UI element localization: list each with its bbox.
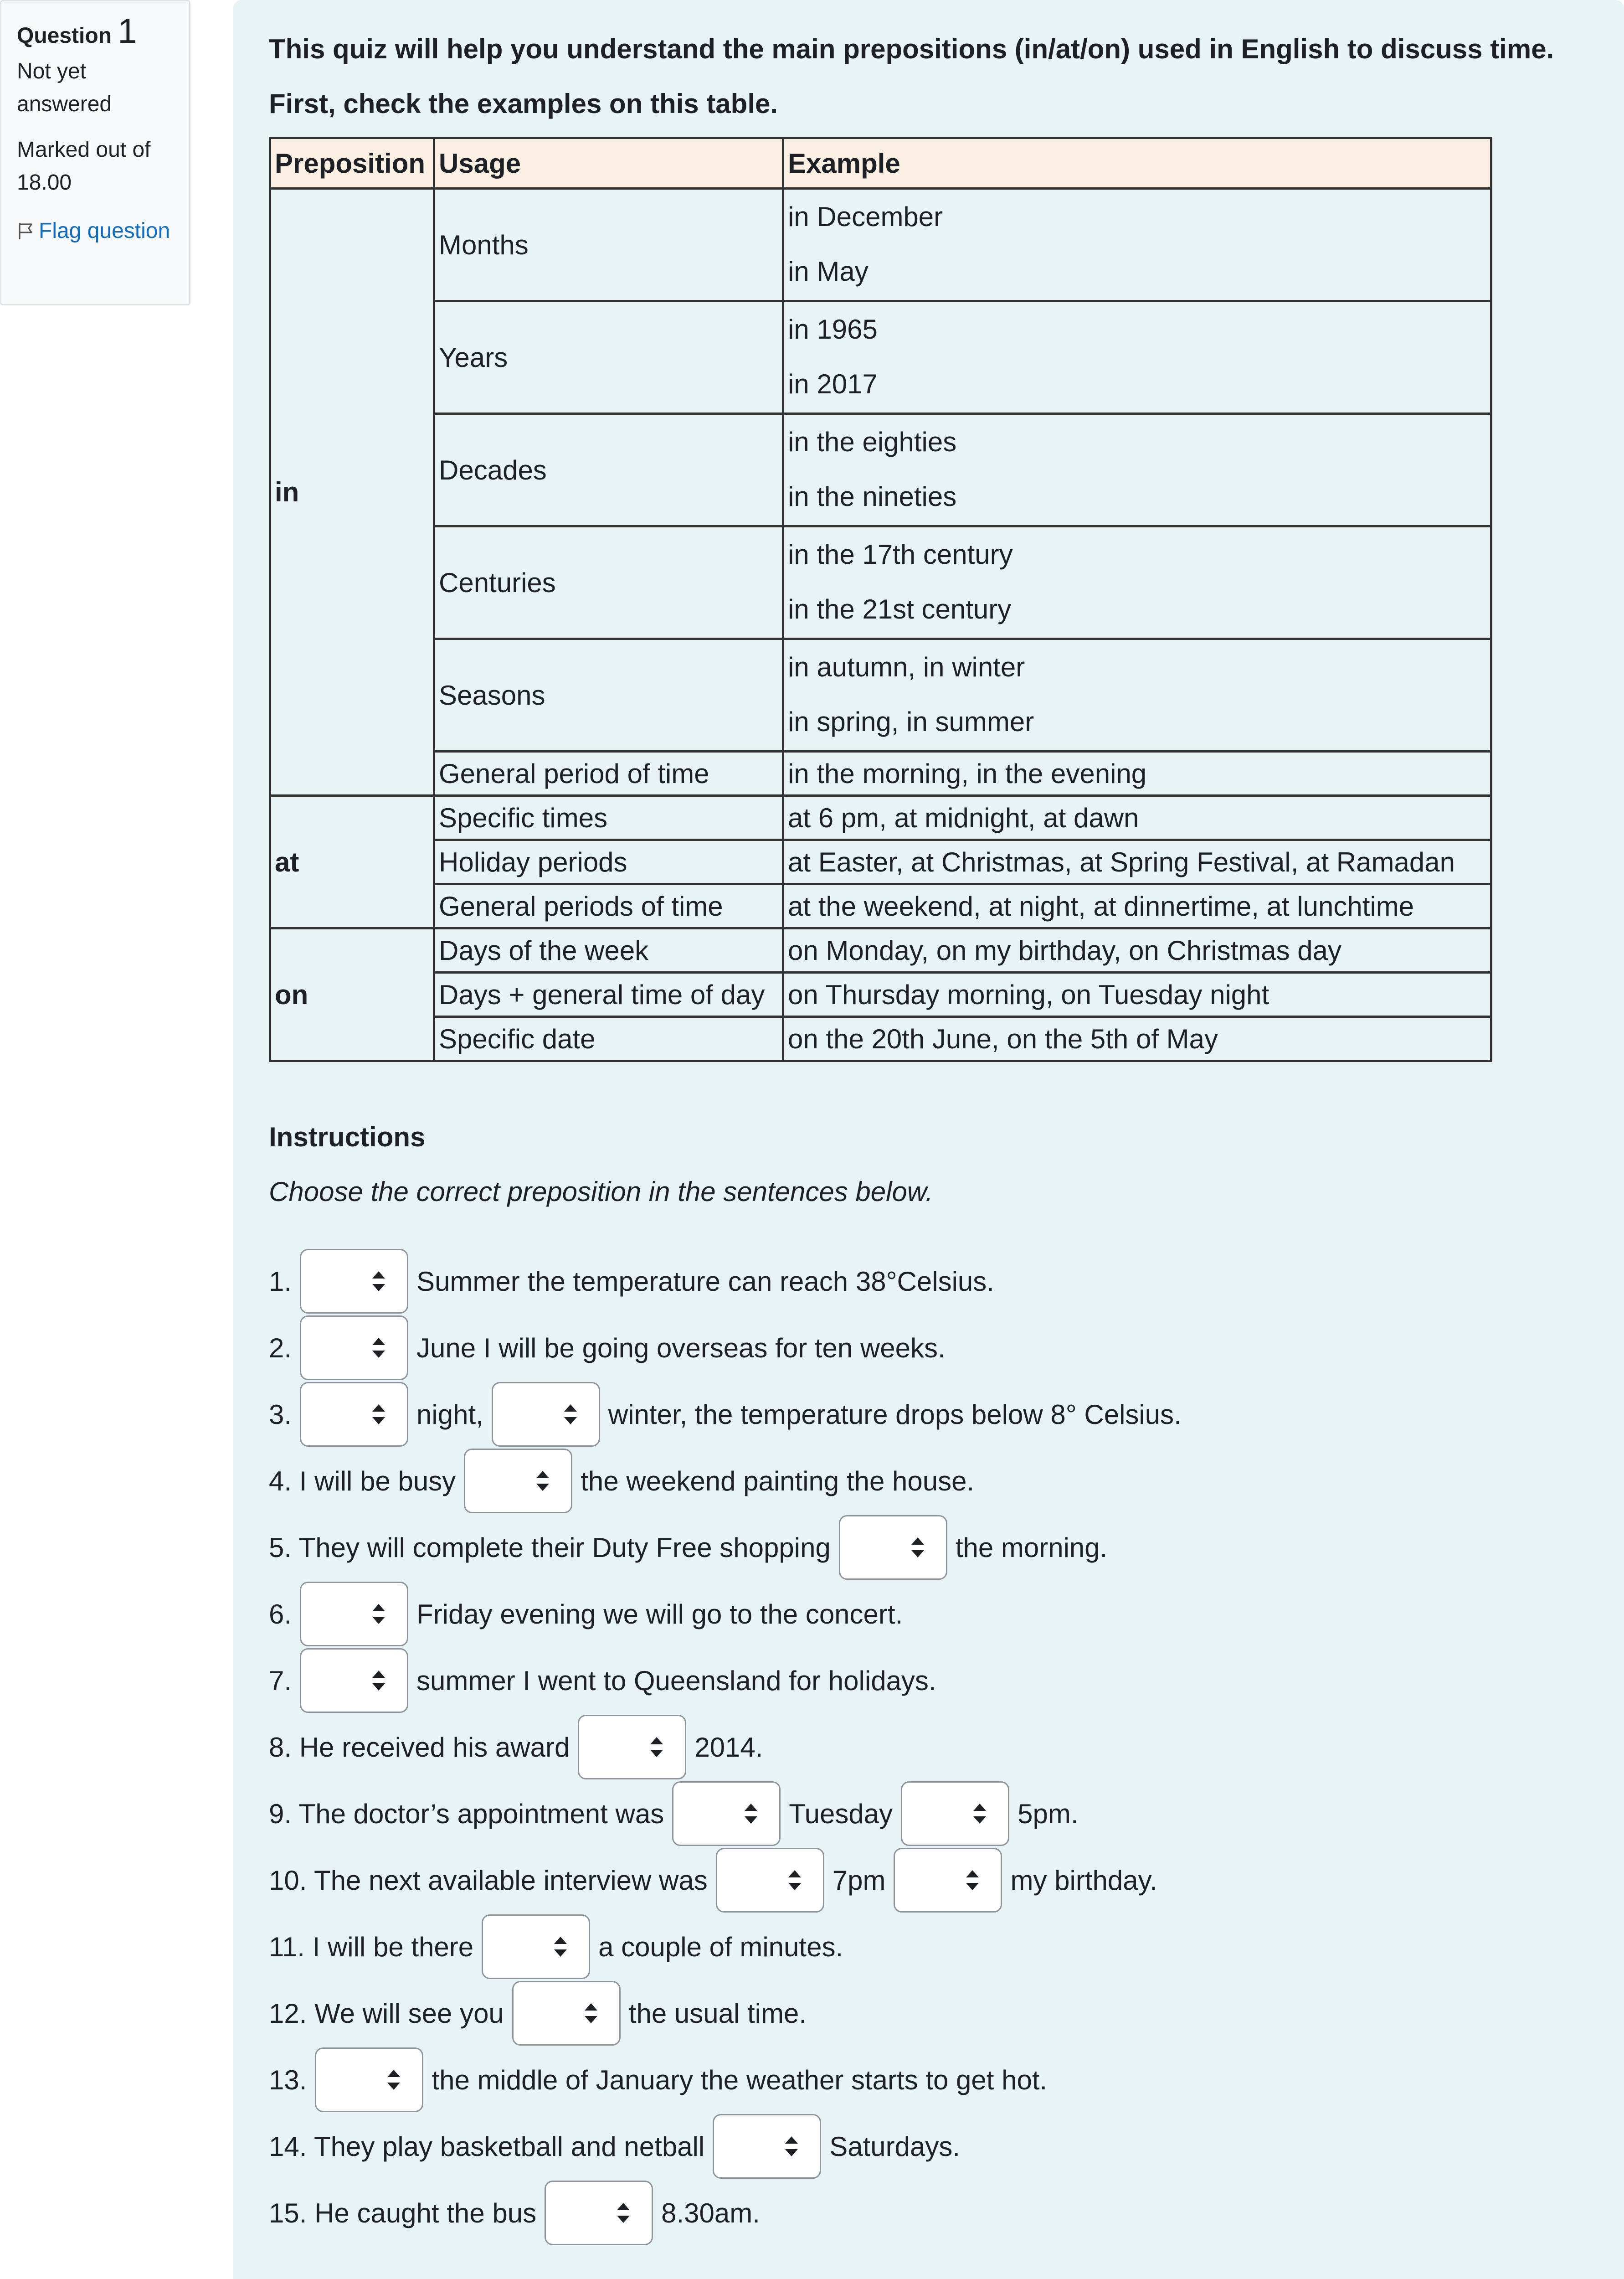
example-line: in spring, in summer xyxy=(788,706,1034,737)
preposition-select[interactable] xyxy=(300,1382,408,1447)
example-cell xyxy=(783,928,1491,973)
example-line: in autumn, in winter xyxy=(788,652,1025,682)
header-usage: Usage xyxy=(434,138,783,189)
example-line: at Easter, at Christmas, at Spring Festival, at Ramadan xyxy=(788,846,1455,877)
question-content xyxy=(233,0,1624,2279)
example-line: at 6 pm, at midnight, at dawn xyxy=(788,802,1139,833)
example-cell xyxy=(783,796,1491,840)
question-line xyxy=(269,1449,974,1513)
usage-cell: Years xyxy=(434,301,783,414)
question-line xyxy=(269,1914,843,1979)
table-header-row xyxy=(270,138,1491,189)
question-line xyxy=(269,1249,994,1314)
preposition-select[interactable] xyxy=(300,1582,408,1646)
question-text: 10. The next available interview was xyxy=(269,1865,708,1896)
question-text: 9. The doctor’s appointment was xyxy=(269,1798,664,1829)
instructions-section xyxy=(269,1117,1624,1212)
question-text: summer I went to Queensland for holidays. xyxy=(416,1665,936,1696)
preposition-select[interactable] xyxy=(713,2114,821,2179)
question-text: night, xyxy=(416,1399,483,1430)
question-text: the weekend painting the house. xyxy=(581,1465,975,1496)
question-text: 5pm. xyxy=(1018,1798,1079,1829)
example-line: in the 21st century xyxy=(788,594,1012,624)
example-line: in the morning, in the evening xyxy=(788,758,1147,789)
table-row xyxy=(270,301,1491,414)
table-row xyxy=(270,189,1491,301)
table-row xyxy=(270,796,1491,840)
question-text: a couple of minutes. xyxy=(598,1931,843,1962)
question-line xyxy=(269,2047,1047,2112)
question-line xyxy=(269,1981,807,2046)
question-line xyxy=(269,1781,1078,1846)
question-text: 5. They will complete their Duty Free shopping xyxy=(269,1532,831,1563)
question-text: 14. They play basketball and netball xyxy=(269,2131,705,2162)
question-line xyxy=(269,1515,1107,1580)
preposition-select[interactable] xyxy=(464,1449,572,1513)
example-line: in the eighties xyxy=(788,427,957,457)
header-preposition: Preposition xyxy=(270,138,434,189)
usage-cell: Holiday periods xyxy=(434,840,783,884)
preposition-select[interactable] xyxy=(894,1848,1002,1913)
example-cell xyxy=(783,840,1491,884)
preposition-select[interactable] xyxy=(716,1848,824,1913)
question-text: June I will be going overseas for ten weeks. xyxy=(416,1332,946,1363)
example-line: at the weekend, at night, at dinnertime, at lunchtime xyxy=(788,891,1414,922)
example-cell xyxy=(783,526,1491,639)
question-text: 7pm xyxy=(832,1865,886,1896)
table-row xyxy=(270,973,1491,1017)
table-row xyxy=(270,639,1491,752)
preposition-select[interactable] xyxy=(492,1382,600,1447)
usage-cell: Days + general time of day xyxy=(434,973,783,1017)
example-line: on Thursday morning, on Tuesday night xyxy=(788,979,1269,1010)
question-text: 2. xyxy=(269,1332,292,1363)
question-line xyxy=(269,1582,903,1646)
usage-cell: Decades xyxy=(434,414,783,526)
preposition-select[interactable] xyxy=(512,1981,621,2046)
question-text: the middle of January the weather starts to get hot. xyxy=(432,2064,1048,2095)
example-cell xyxy=(783,414,1491,526)
question-info-panel xyxy=(0,0,190,305)
example-cell xyxy=(783,752,1491,796)
example-line: on the 20th June, on the 5th of May xyxy=(788,1023,1218,1054)
preposition-select[interactable] xyxy=(578,1715,686,1779)
table-row xyxy=(270,840,1491,884)
preposition-select[interactable] xyxy=(315,2047,423,2112)
flag-question-label: Flag question xyxy=(39,219,170,243)
question-text: 2014. xyxy=(694,1732,763,1763)
question-line xyxy=(269,1715,763,1779)
question-text: 8.30am. xyxy=(661,2197,760,2228)
question-text: 11. I will be there xyxy=(269,1931,474,1962)
preposition-select[interactable] xyxy=(482,1914,590,1979)
question-text: 13. xyxy=(269,2064,307,2095)
example-line: in the nineties xyxy=(788,481,957,512)
example-line: in the 17th century xyxy=(788,539,1013,570)
question-line xyxy=(269,1648,936,1713)
example-cell xyxy=(783,973,1491,1017)
preposition-cell: at xyxy=(270,796,434,928)
preposition-select[interactable] xyxy=(300,1648,408,1713)
question-label: Question xyxy=(17,24,112,48)
question-number xyxy=(17,12,174,52)
flag-icon xyxy=(17,222,35,240)
question-text: 8. He received his award xyxy=(269,1732,570,1763)
usage-cell: Months xyxy=(434,189,783,301)
usage-cell: Days of the week xyxy=(434,928,783,973)
example-line: on Monday, on my birthday, on Christmas day xyxy=(788,935,1341,966)
example-cell xyxy=(783,189,1491,301)
table-row xyxy=(270,884,1491,928)
preposition-cell: in xyxy=(270,189,434,796)
instructions-text: Choose the correct preposition in the sentences below. xyxy=(269,1176,933,1207)
example-line: in 1965 xyxy=(788,314,878,345)
question-text: 7. xyxy=(269,1665,292,1696)
preposition-select[interactable] xyxy=(300,1249,408,1314)
usage-cell: Seasons xyxy=(434,639,783,752)
question-text: Tuesday xyxy=(789,1798,893,1829)
question-text: winter, the temperature drops below 8° Celsius. xyxy=(608,1399,1182,1430)
table-row xyxy=(270,928,1491,973)
question-text: Summer the temperature can reach 38°Celsius. xyxy=(416,1266,994,1297)
example-line: in 2017 xyxy=(788,369,878,399)
example-line: in May xyxy=(788,256,869,287)
example-cell xyxy=(783,301,1491,414)
question-line xyxy=(269,1315,946,1380)
preposition-select[interactable] xyxy=(545,2181,653,2245)
example-cell xyxy=(783,884,1491,928)
header-example: Example xyxy=(783,138,1491,189)
question-text: 4. I will be busy xyxy=(269,1465,456,1496)
flag-question-link[interactable] xyxy=(17,215,174,247)
usage-cell: General periods of time xyxy=(434,884,783,928)
question-text: the usual time. xyxy=(628,1998,807,2029)
table-row xyxy=(270,526,1491,639)
preposition-select[interactable] xyxy=(300,1315,408,1380)
example-cell xyxy=(783,639,1491,752)
example-line: in December xyxy=(788,201,943,232)
example-cell xyxy=(783,1017,1491,1061)
table-row xyxy=(270,1017,1491,1061)
prepositions-table xyxy=(269,137,1492,1062)
table-body xyxy=(270,189,1491,1061)
question-text: the morning. xyxy=(955,1532,1108,1563)
question-line xyxy=(269,2114,960,2179)
question-text: 1. xyxy=(269,1266,292,1297)
table-row xyxy=(270,414,1491,526)
table-row xyxy=(270,752,1491,796)
preposition-select[interactable] xyxy=(839,1515,947,1580)
intro-line-1: This quiz will help you understand the main prepositions (in/at/on) used in English to discuss time. xyxy=(269,34,1554,64)
preposition-select[interactable] xyxy=(672,1781,781,1846)
question-status: Not yet answered xyxy=(17,59,112,116)
question-marks: Marked out of 18.00 xyxy=(17,138,151,195)
question-text: Friday evening we will go to the concert. xyxy=(416,1598,903,1629)
question-line xyxy=(269,1382,1182,1447)
question-number-value: 1 xyxy=(118,12,137,51)
preposition-select[interactable] xyxy=(901,1781,1009,1846)
question-text: 15. He caught the bus xyxy=(269,2197,537,2228)
question-text: my birthday. xyxy=(1010,1865,1157,1896)
instructions-title: Instructions xyxy=(269,1122,426,1152)
question-line xyxy=(269,1848,1157,1913)
question-text: 3. xyxy=(269,1399,292,1430)
usage-cell: Specific times xyxy=(434,796,783,840)
intro-line-2: First, check the examples on this table. xyxy=(269,88,778,119)
usage-cell: Specific date xyxy=(434,1017,783,1061)
preposition-cell: on xyxy=(270,928,434,1061)
question-text: 6. xyxy=(269,1598,292,1629)
usage-cell: Centuries xyxy=(434,526,783,639)
usage-cell: General period of time xyxy=(434,752,783,796)
question-text: 12. We will see you xyxy=(269,1998,504,2029)
question-line xyxy=(269,2181,760,2245)
question-text: Saturdays. xyxy=(829,2131,961,2162)
